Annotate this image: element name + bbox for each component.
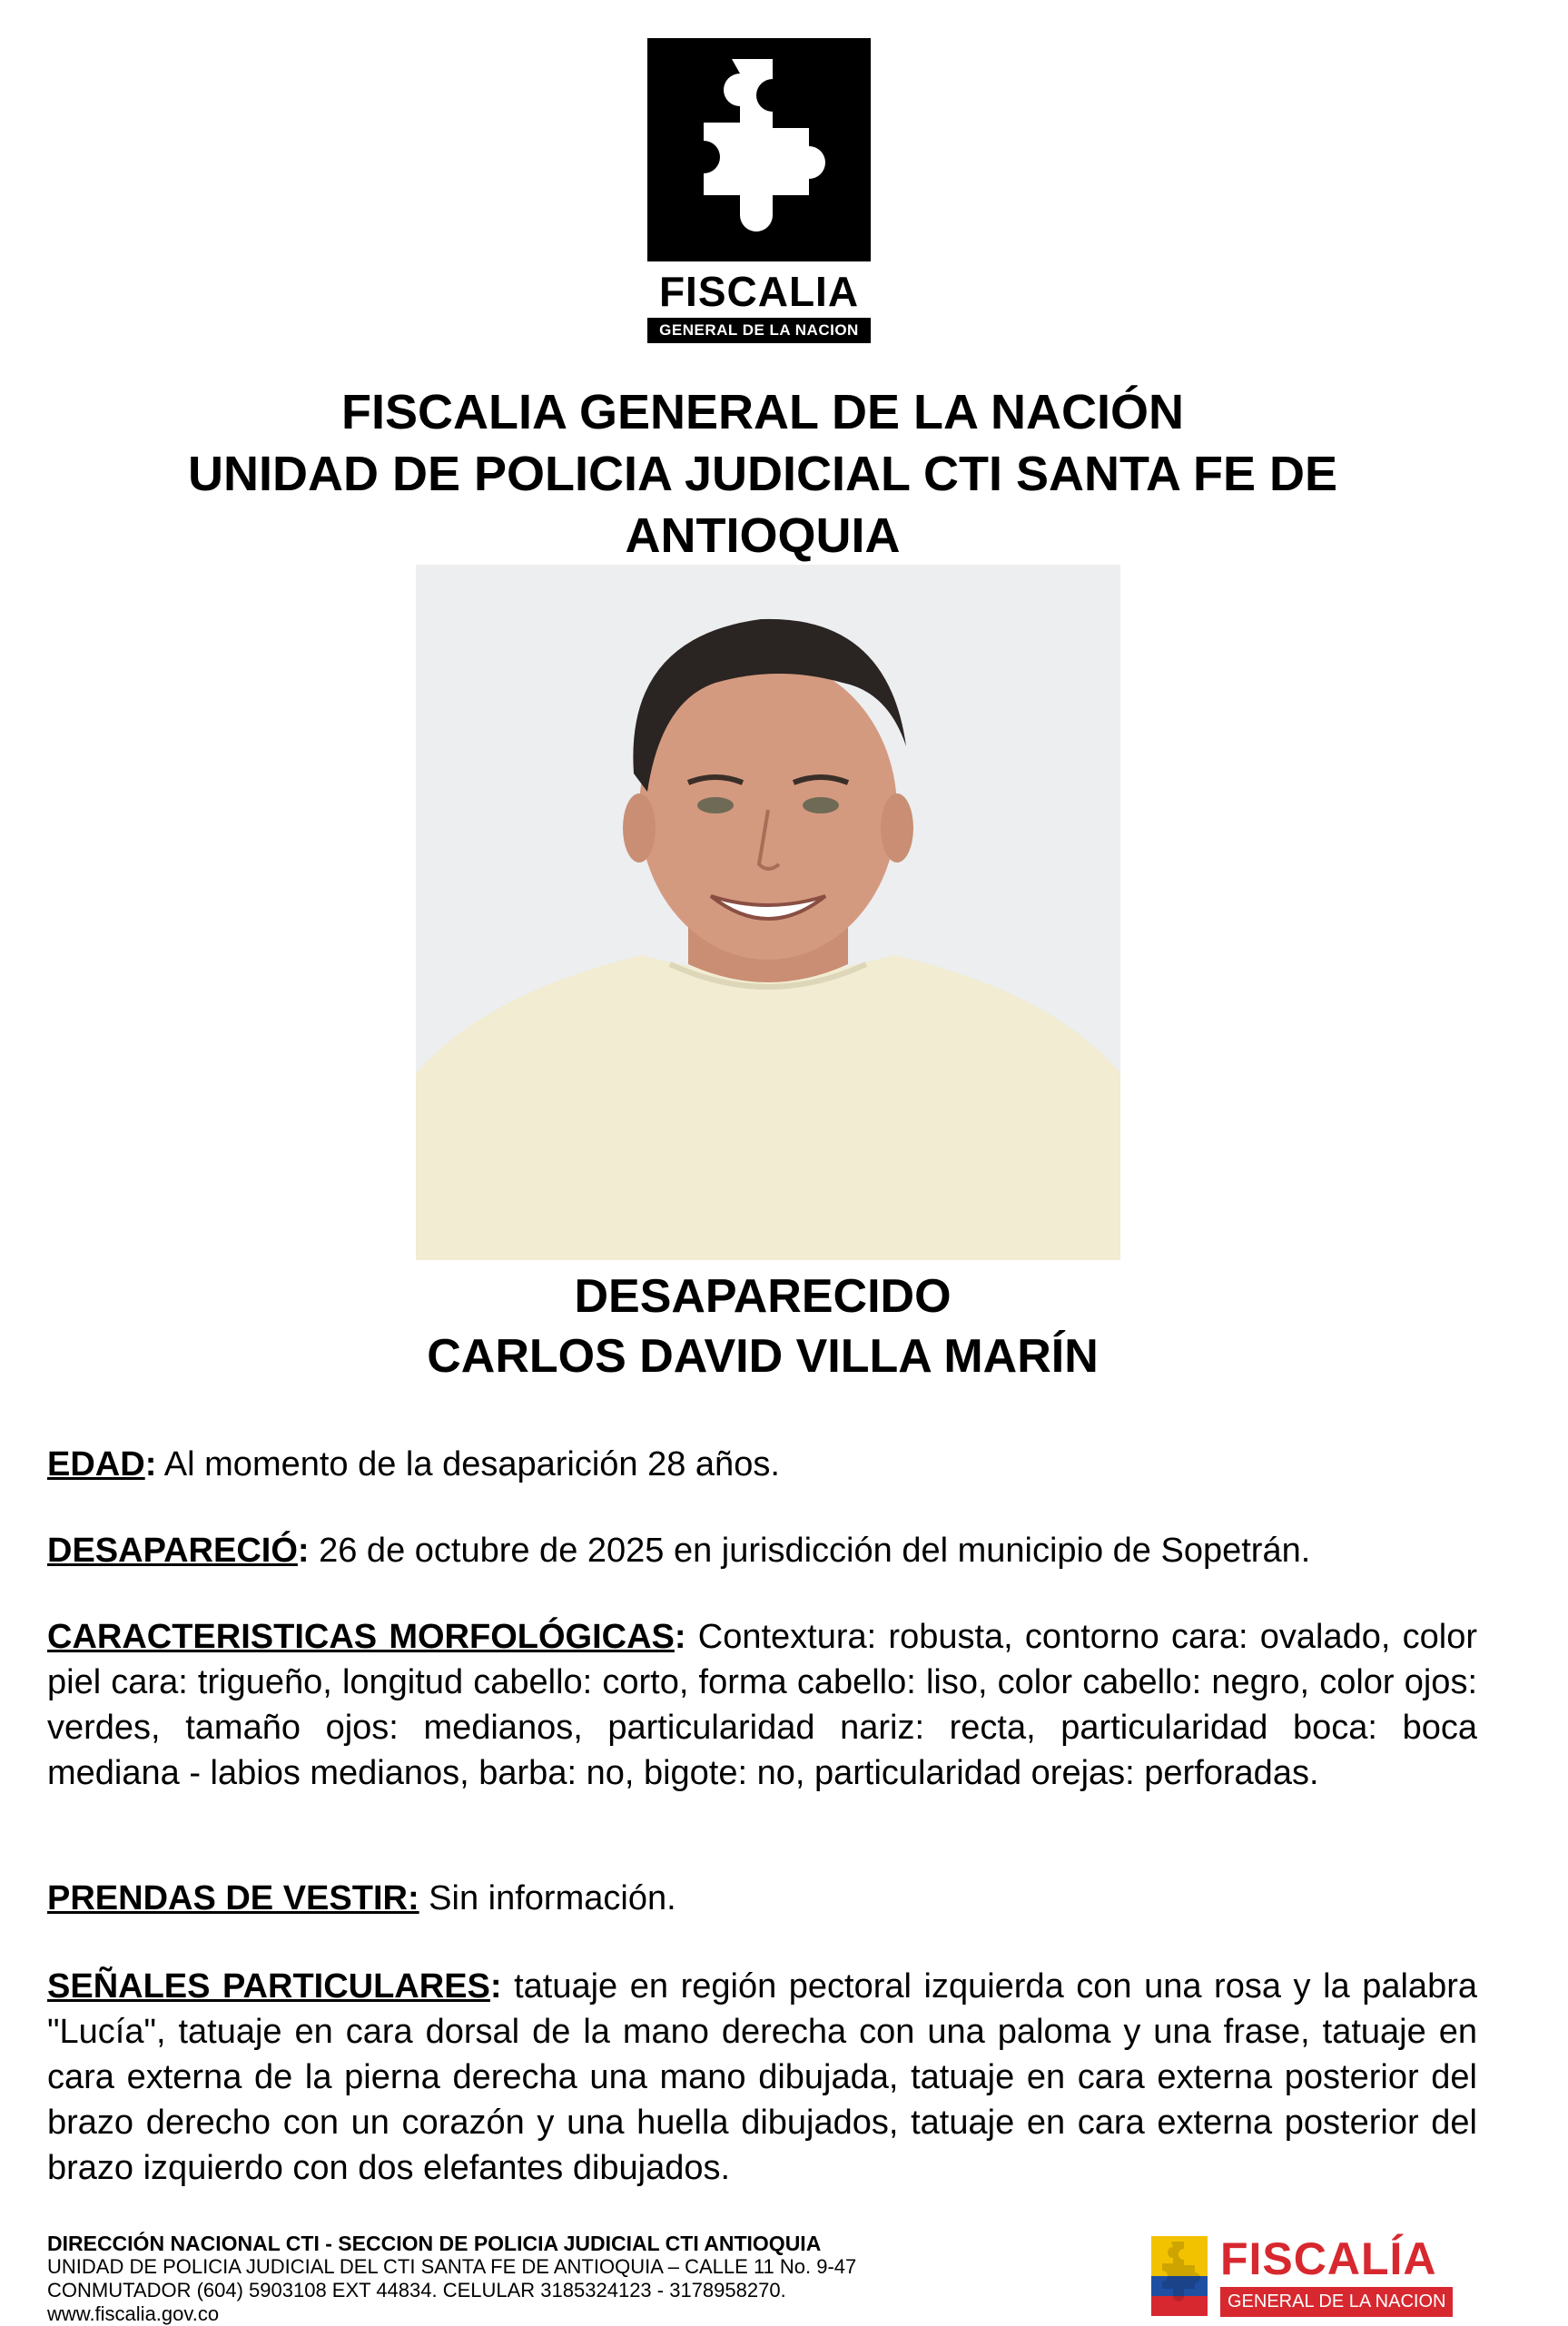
field-prendas-value: Sin información. [419,1879,676,1917]
footer-line-2: UNIDAD DE POLICIA JUDICIAL DEL CTI SANTA FE DE ANTIOQUIA – CALLE 11 No. 9-47 [47,2255,857,2278]
field-desaparecio: DESAPARECIÓ: 26 de octubre de 2025 en jurisdicción del municipio de Sopetrán. [47,1532,1311,1570]
header-line-3: ANTIOQUIA [625,508,901,563]
puzzle-piece-icon [1151,2236,1208,2316]
field-desaparecio-value: 26 de octubre de 2025 en jurisdicción del municipio de Sopetrán. [309,1532,1311,1570]
field-desaparecio-label: DESAPARECIÓ [47,1532,298,1570]
logo-wordmark: FISCALIA [658,268,860,315]
footer-website: www.fiscalia.gov.co [47,2302,220,2325]
field-prendas [47,1876,1477,1921]
field-senales-value: tatuaje en región pectoral izquierda con una rosa y la palabra "Lucía", tatuaje en cara dorsal de la mano derecha con una paloma y una frase, tatuaje en cara externa de la pierna derecha una mano dibujada, tatuaje en cara externa posterior del brazo derecho con un corazón y una huella dibujados, tatuaje en cara externa posterior del brazo izquierdo con dos elefantes dibujados. [47,1967,1477,2187]
field-edad-label: EDAD [47,1445,145,1483]
status-label: DESAPARECIDO [574,1270,952,1323]
person-name: CARLOS DAVID VILLA MARÍN [427,1330,1099,1383]
field-senales-label: SEÑALES PARTICULARES [47,1967,490,2006]
field-edad-value: Al momento de la desaparición 28 años. [156,1445,780,1483]
bottom-logo-wordmark: FISCALÍA [1220,2232,1437,2284]
logo-subtitle: GENERAL DE LA NACION [647,318,871,343]
missing-heading [91,1266,1435,1386]
page-header [54,381,1471,567]
field-caracteristicas-label: CARACTERISTICAS MORFOLÓGICAS [47,1618,675,1656]
header-line-1: FISCALIA GENERAL DE LA NACIÓN [340,385,1185,439]
footer-line-3: CONMUTADOR (604) 5903108 EXT 44834. CELULAR 3185324123 - 3178958270. [47,2279,786,2301]
field-caracteristicas: CARACTERISTICAS MORFOLÓGICAS: Contextura: robusta, contorno cara: ovalado, color piel cara: trigueño, longitud cabello: corto, forma cabello: liso, color cabello: negro, color ojos: verdes, tamaño ojos: medianos, particularidad nariz: recta, particularidad boca: boca mediana - labios medianos, barba: no, bigote: no, particularidad orejas: perforadas. [47,1618,1477,1792]
person-photo [416,565,1120,1260]
fiscalia-logo-bottom [1151,2232,1465,2316]
field-senales: SEÑALES PARTICULARES: tatuaje en región pectoral izquierda con una rosa y la palabra "Lucía", tatuaje en cara dorsal de la mano derecha con una paloma y una frase, tatuaje en cara externa de la pierna derecha una mano dibujada, tatuaje en cara externa posterior del brazo derecho con un corazón y una huella dibujados, tatuaje en cara externa posterior del brazo izquierdo con dos elefantes dibujados. [47,1967,1477,2187]
puzzle-piece-icon [668,50,850,250]
field-edad: EDAD: Al momento de la desaparición 28 años. [47,1445,780,1483]
footer-line-1: DIRECCIÓN NACIONAL CTI - SECCION DE POLICIA JUDICIAL CTI ANTIOQUIA [47,2232,822,2255]
puzzle-logo-box [647,38,871,261]
field-caracteristicas-value: Contextura: robusta, contorno cara: ovalado, color piel cara: trigueño, longitud cabello: corto, forma cabello: liso, color cabello: negro, color ojos: verdes, tamaño ojos: medianos, particularidad nariz: recta, particularidad boca: boca mediana - labios medianos, barba: no, bigote: no, particularidad orejas: perforadas. [47,1618,1477,1792]
header-line-2: UNIDAD DE POLICIA JUDICIAL CTI SANTA FE DE [187,447,1338,501]
bottom-logo-subtitle: GENERAL DE LA NACION [1220,2287,1453,2317]
footer [47,2232,856,2326]
fiscalia-logo-top [647,38,871,343]
field-prendas-label: PRENDAS DE VESTIR: [47,1879,419,1917]
